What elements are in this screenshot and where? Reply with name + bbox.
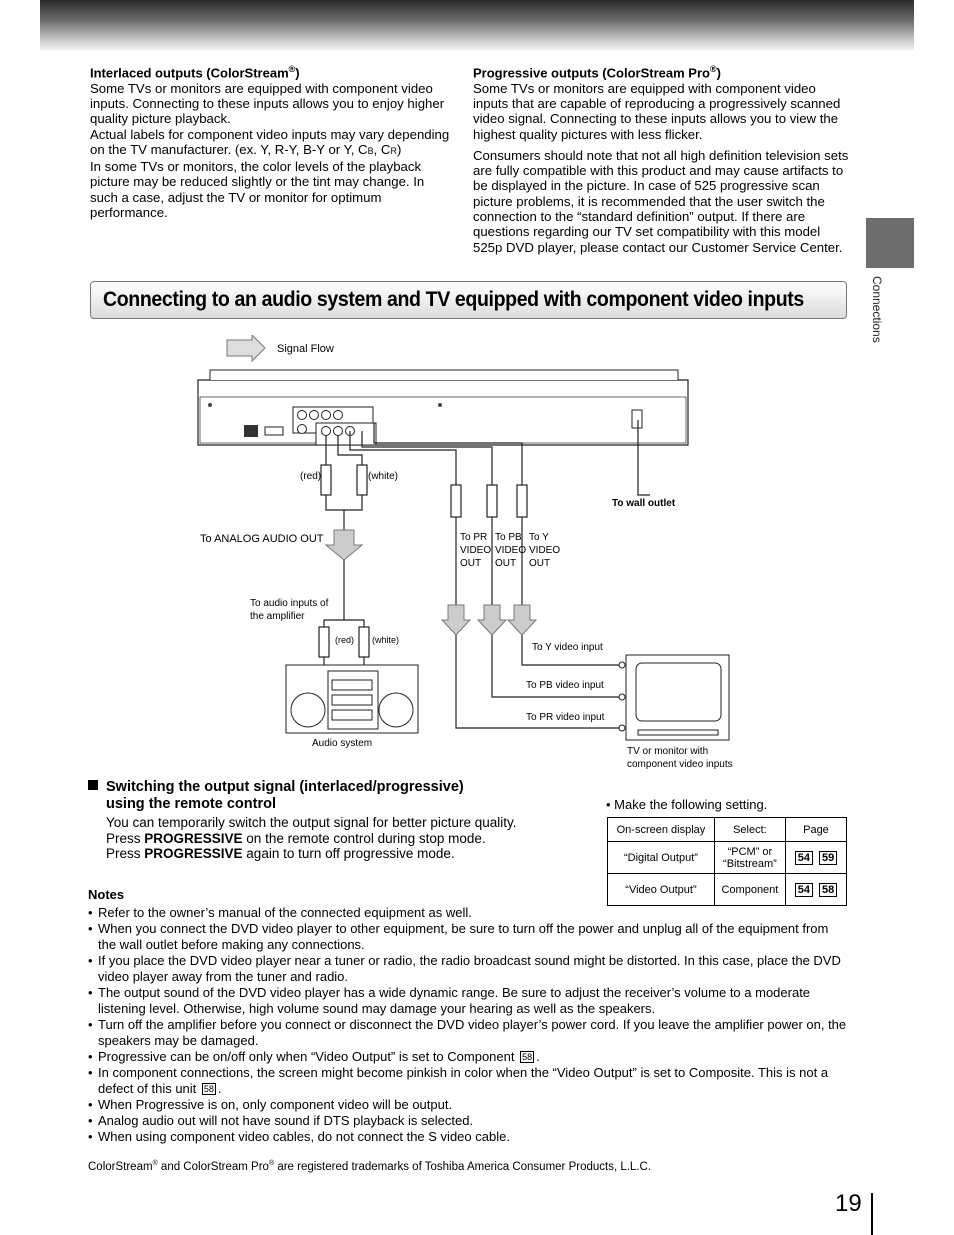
dvd-player-back-panel <box>198 370 688 445</box>
progressive-outputs-heading: Progressive outputs (ColorStream Pro®) <box>473 64 721 81</box>
pr-video-input-label: To PR video input <box>526 712 605 723</box>
page-number: 19 <box>835 1190 862 1217</box>
red-label-2: (red) <box>335 635 355 645</box>
pb-video-out-label: To PB VIDEO OUT <box>495 532 527 569</box>
audio-signal-arrow-icon <box>326 530 362 560</box>
table-header: Select: <box>714 818 785 842</box>
tv-monitor-icon <box>619 655 729 740</box>
interlaced-paragraph-3: In some TVs or monitors, the color levels of the playback picture may be reduced slightly or the tint may change. In such a case, adjust the TV or monitor for optimum performance. <box>90 159 425 220</box>
table-row: “Digital Output” “PCM” or “Bitstream” 54 59 <box>608 842 847 874</box>
connection-diagram <box>190 335 770 775</box>
audio-system-label: Audio system <box>312 738 373 749</box>
interlaced-paragraph-2: Actual labels for component video inputs may vary depending on the TV manufacturer. (ex. Y, R-Y, B-Y or Y, CB, CR) <box>90 126 450 157</box>
list-item: • Turn off the amplifier before you connect or disconnect the DVD video player’s power cord. If you leave the amplifier power on, the speakers may be damaged. <box>88 1017 848 1049</box>
pr-video-out-label: To PR VIDEO OUT <box>460 532 492 569</box>
list-item: • When using component video cables, do not connect the S video cable. <box>88 1129 848 1145</box>
section-tab-label: Connections <box>870 276 884 343</box>
signal-flow-label: Signal Flow <box>277 343 334 355</box>
pb-signal-arrow-icon <box>478 605 506 635</box>
bullet-square-icon <box>88 780 98 790</box>
audio-system-icon <box>286 665 418 733</box>
pb-video-input-label: To PB video input <box>526 680 604 691</box>
red-label: (red) <box>300 471 322 482</box>
switching-heading: Switching the output signal (interlaced/progressive) using the remote control <box>88 779 508 813</box>
notes-title: Notes <box>88 887 125 902</box>
interlaced-outputs-heading: Interlaced outputs (ColorStream®) <box>90 64 300 81</box>
list-item: • In component connections, the screen might become pinkish in color when the “Video Output” is set to Composite. This is not a defect of this unit 58 . <box>88 1065 848 1097</box>
y-video-out-label: To Y VIDEO OUT <box>529 532 561 569</box>
progressive-paragraph-1: Some TVs or monitors are equipped with component video inputs that are capable of reproducing a progressively scanned video signal. Connecting to these inputs allows you to view the highest quality pictures with less flicker. <box>473 80 841 142</box>
list-item: • The output sound of the DVD video player has a wide dynamic range. Be sure to adjust the receiver’s volume to a moderate listening level. Otherwise, high volume sound may damage your hearing as well as the speakers. <box>88 985 848 1017</box>
progressive-paragraph-2: Consumers should note that not all high definition television sets are fully compatible with this product and may cause artifacts to be displayed in the picture. In case of 525 progressive scan picture problems, it is recommended that the user switch the connection to the “standard definition” output. If there are questions regarding our TV set compatibility with this model 525p DVD player, please contact our Customer Service Center. <box>473 147 849 255</box>
table-header: On-screen display <box>608 818 715 842</box>
switching-body: You can temporarily switch the output signal for better picture quality. Press PROGRESSIVE on the remote control during stop mode. Press PROGRESSIVE again to turn off progressive mode. <box>106 815 517 861</box>
tv-monitor-label: TV or monitor with component video inputs <box>627 746 733 770</box>
header-band <box>40 0 914 50</box>
white-label-2: (white) <box>372 635 400 645</box>
white-label: (white) <box>368 471 399 482</box>
list-item: • When you connect the DVD video player to other equipment, be sure to turn off the power and unplug all of the equipment from the wall outlet before making any connections. <box>88 921 848 953</box>
notes-list <box>88 905 848 1145</box>
interlaced-paragraph-1: Some TVs or monitors are equipped with component video inputs. Connecting to these inputs allows you to enjoy higher quality picture playback. <box>90 80 445 127</box>
analog-audio-out-label: To ANALOG AUDIO OUT <box>200 533 324 545</box>
list-item: • If you place the DVD video player near a tuner or radio, the radio broadcast sound might be distorted. In this case, place the DVD video player away from the tuner and radio. <box>88 953 848 985</box>
section-title-banner <box>90 281 847 319</box>
y-video-input-label: To Y video input <box>532 642 603 653</box>
y-signal-arrow-icon <box>508 605 536 635</box>
table-row: “Video Output” Component 54 58 <box>608 874 847 906</box>
settings-intro: • Make the following setting. <box>606 797 768 812</box>
wall-outlet-label: To wall outlet <box>612 498 676 509</box>
list-item: • Progressive can be on/off only when “Video Output” is set to Component 58 . <box>88 1049 848 1065</box>
table-header: Page <box>785 818 846 842</box>
list-item: • Refer to the owner’s manual of the connected equipment as well. <box>88 905 848 921</box>
section-title: Connecting to an audio system and TV equipped with component video inputs <box>103 288 804 311</box>
section-tab-marker <box>866 218 914 268</box>
notes-section <box>88 887 848 1145</box>
list-item: • Analog audio out will not have sound if DTS playback is selected. <box>88 1113 848 1129</box>
pr-signal-arrow-icon <box>442 605 470 635</box>
progressive-outputs-section <box>473 62 851 261</box>
page-number-rule <box>871 1193 873 1235</box>
interlaced-outputs-section <box>90 62 450 220</box>
trademark-notice: ColorStream® and ColorStream Pro® are registered trademarks of Toshiba America Consumer Products, L.L.C. <box>88 1160 652 1173</box>
signal-flow-arrow-icon <box>227 335 265 361</box>
audio-inputs-label: To audio inputs of the amplifier <box>250 598 329 622</box>
list-item: • When Progressive is on, only component video will be output. <box>88 1097 848 1113</box>
